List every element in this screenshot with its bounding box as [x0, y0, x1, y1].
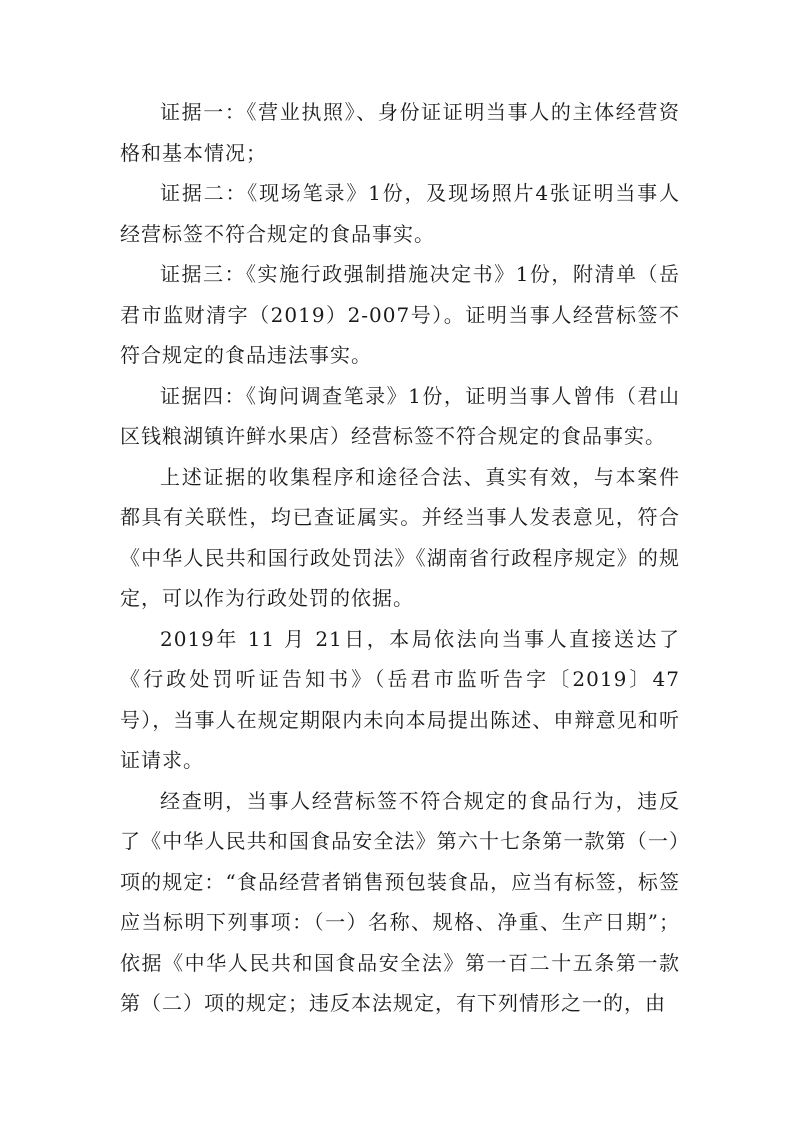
findings-paragraph: 经查明，当事人经营标签不符合规定的食品行为，违反了《中华人民共和国食品安全法》第六十七条第一款第（一）项的规定：“食品经营者销售预包装食品，应当有标签，标签应当标明下列事项：（一）名称、规格、净重、生产日期”；依据《中华人民共和国食品安全法》第一百二十五条第一款第（二）项的规定；违反本法规定，有下列情形之一的，由 — [120, 788, 680, 1015]
evidence-three-paragraph: 证据三：《实施行政强制措施决定书》1份，附清单（岳君市监财清字（2019）2-007号）。证明当事人经营标签不符合规定的食品违法事实。 — [120, 262, 680, 367]
document-body — [120, 92, 680, 1024]
evidence-two-paragraph: 证据二：《现场笔录》1份，及现场照片4张证明当事人经营标签不符合规定的食品事实。 — [120, 181, 680, 246]
evidence-summary-paragraph: 上述证据的收集程序和途径合法、真实有效，与本案件都具有关联性，均已查证属实。并经当事人发表意见，符合《中华人民共和国行政处罚法》《湖南省行政程序规定》的规定，可以作为行政处罚的依据。 — [120, 464, 680, 610]
evidence-one-paragraph: 证据一：《营业执照》、身份证证明当事人的主体经营资格和基本情况； — [120, 100, 680, 165]
evidence-four-paragraph: 证据四：《询问调查笔录》1份，证明当事人曾伟（君山区钱粮湖镇许鲜水果店）经营标签不符合规定的食品事实。 — [120, 383, 680, 448]
hearing-notice-paragraph: 2019年 11 月 21日，本局依法向当事人直接送达了《行政处罚听证告知书》（岳君市监听告字〔2019〕47号），当事人在规定期限内未向本局提出陈述、申辩意见和听证请求。 — [120, 626, 680, 772]
